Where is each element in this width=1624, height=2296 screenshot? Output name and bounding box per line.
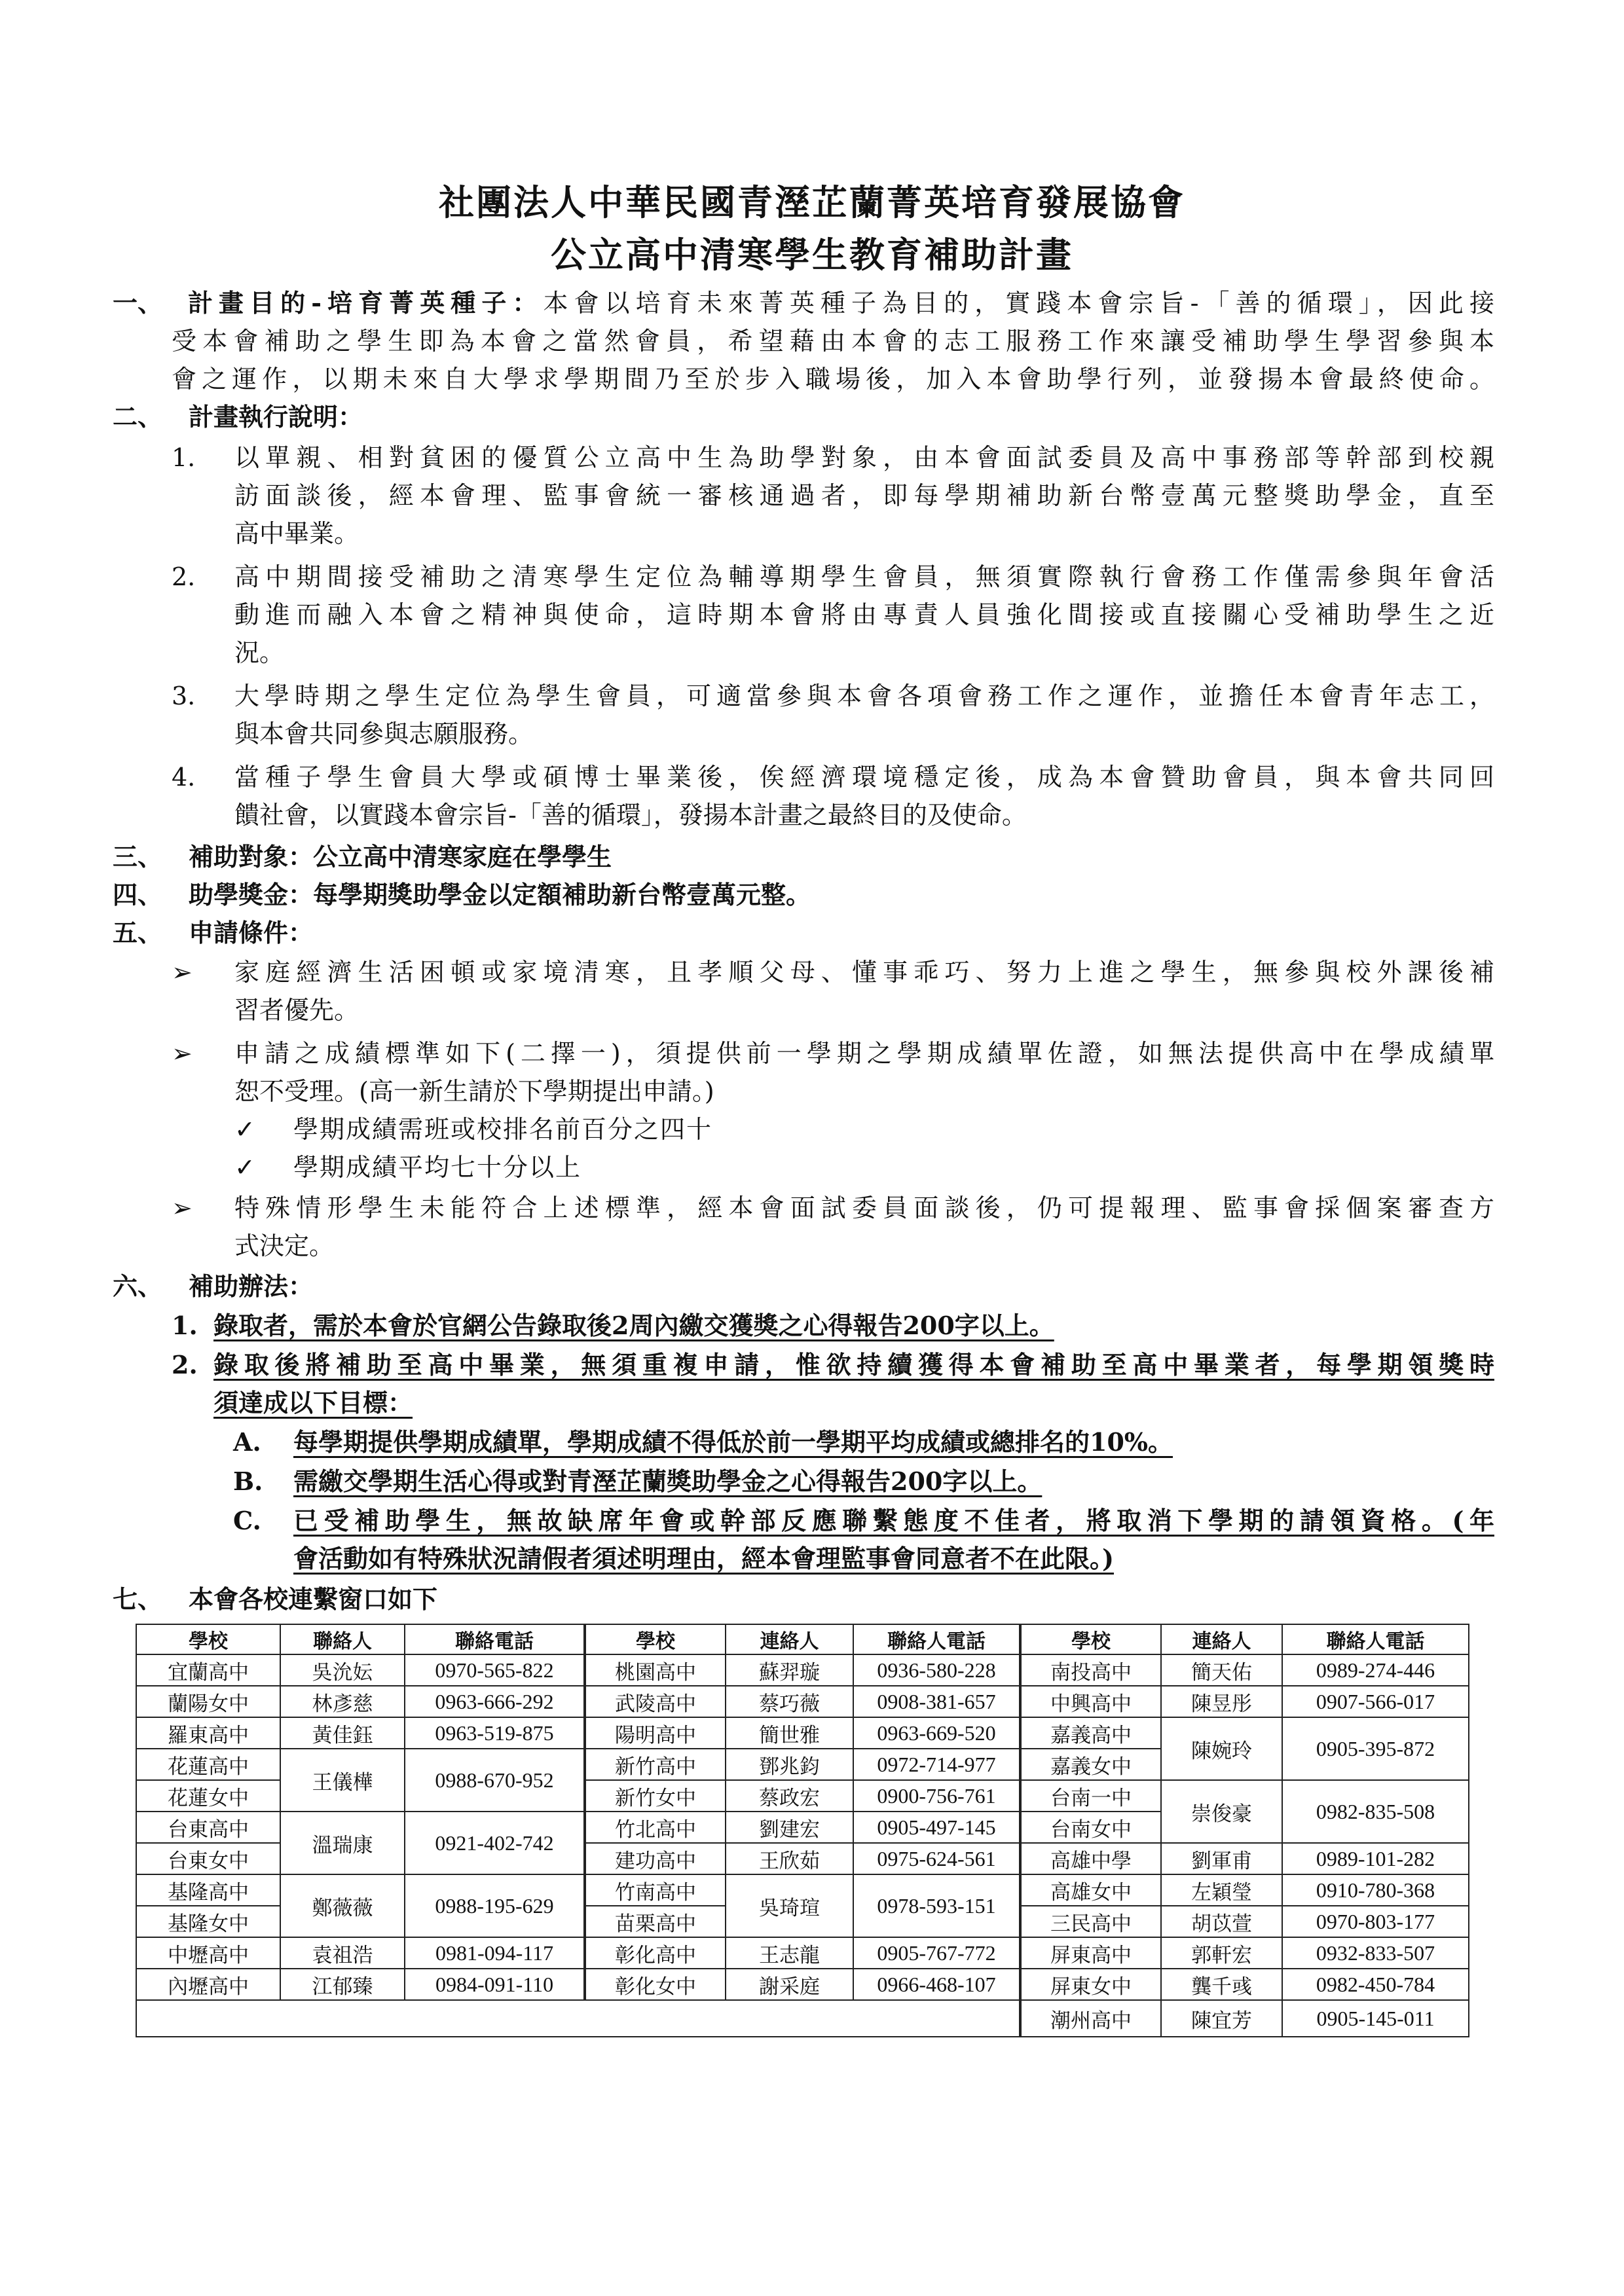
s6-item2-line2: 須達成以下目標： [213, 1388, 413, 1417]
s2-item3-line1: 大學時期之學生定位為學生會員，可適當參與本會各項會務工作之運作，並擔任本會青年志工， [234, 682, 1494, 710]
phone-cell: 0963-519-875 [405, 1717, 585, 1749]
school-cell: 屏東高中 [1020, 1937, 1161, 1969]
table-row [136, 1969, 1469, 2000]
phone-cell: 0989-274-446 [1282, 1654, 1469, 1686]
school-cell: 建功高中 [585, 1843, 726, 1874]
school-cell: 新竹女中 [585, 1780, 726, 1812]
school-cell: 高雄中學 [1020, 1843, 1161, 1874]
section-6-heading: 補助辦法： [189, 1271, 314, 1301]
section-7 [113, 1584, 438, 1614]
school-cell: 武陵高中 [585, 1686, 726, 1717]
contact-cell: 陳昱彤 [1161, 1686, 1282, 1717]
s5-bullet3-line2: 式決定。 [234, 1231, 335, 1260]
column-header: 連絡人 [1161, 1624, 1282, 1654]
phone-cell: 0981-094-117 [405, 1937, 585, 1969]
table-row [136, 2000, 1469, 2037]
arrow-bullet-icon: ➢ [172, 1194, 193, 1222]
school-cell: 中壢高中 [136, 1937, 280, 1969]
contact-cell: 胡苡萱 [1161, 1906, 1282, 1937]
phone-cell: 0984-091-110 [405, 1969, 585, 2000]
section-1-line2: 受本會補助之學生即為本會之當然會員，希望藉由本會的志工服務工作來讓受補助學生學習參與本 [172, 327, 1494, 355]
column-header: 學校 [1020, 1624, 1161, 1654]
school-cell: 陽明高中 [585, 1717, 726, 1749]
s2-item4-line1: 當種子學生會員大學或碩博士畢業後，俟經濟環境穩定後，成為本會贊助會員，與本會共同回 [234, 763, 1494, 792]
school-contacts-table [136, 1624, 1469, 2037]
table-header-row [136, 1624, 1469, 1654]
section-1-heading: 計畫目的-培育菁英種子： [188, 288, 544, 318]
school-cell: 台東高中 [136, 1812, 280, 1843]
contact-cell: 蘇羿璇 [726, 1654, 853, 1686]
school-cell: 內壢高中 [136, 1969, 280, 2000]
section-1-number: 一、 [113, 288, 163, 318]
section-2-heading-row [113, 402, 363, 431]
school-cell: 台南女中 [1020, 1812, 1161, 1843]
contact-cell: 簡天佑 [1161, 1654, 1282, 1686]
contact-cell: 崇俊豪 [1161, 1780, 1282, 1843]
school-cell: 南投高中 [1020, 1654, 1161, 1686]
school-cell: 基隆高中 [136, 1874, 280, 1906]
section-5-number: 五、 [113, 918, 163, 947]
school-cell: 嘉義女中 [1020, 1749, 1161, 1780]
phone-cell: 0975-624-561 [853, 1843, 1020, 1874]
school-cell: 宜蘭高中 [136, 1654, 280, 1686]
section-7-text: 本會各校連繫窗口如下 [189, 1584, 438, 1614]
section-2-number: 二、 [113, 402, 163, 431]
s2-item1-line2: 訪面談後，經本會理、監事會統一審核通過者，即每學期補助新台幣壹萬元整獎助學金，直至 [234, 481, 1494, 510]
school-cell: 蘭陽女中 [136, 1686, 280, 1717]
section-1-line3: 會之運作，以期未來自大學求學期間乃至於步入職場後，加入本會助學行列，並發揚本會最終使命。 [172, 365, 1494, 393]
school-cell: 竹南高中 [585, 1874, 726, 1906]
contact-cell: 左穎瑩 [1161, 1874, 1282, 1906]
s2-item2-line3: 況。 [234, 638, 285, 667]
contact-cell: 溫瑞康 [280, 1812, 405, 1874]
s2-item3-line2: 與本會共同參與志願服務。 [234, 720, 534, 748]
school-cell: 花蓮高中 [136, 1749, 280, 1780]
section-4 [113, 880, 811, 909]
phone-cell: 0910-780-368 [1282, 1874, 1469, 1906]
column-header: 聯絡電話 [405, 1624, 585, 1654]
section-3-number: 三、 [113, 842, 163, 871]
section-1-line1: 計畫目的-培育菁英種子：本會以培育未來菁英種子為目的，實踐本會宗旨-「善的循環」，因此接 [188, 288, 1494, 318]
section-7-number: 七、 [113, 1584, 163, 1614]
section-6-number: 六、 [113, 1271, 163, 1301]
phone-cell: 0982-450-784 [1282, 1969, 1469, 2000]
school-cell: 彰化高中 [585, 1937, 726, 1969]
section-6-heading-row [113, 1271, 314, 1301]
phone-cell: 0978-593-151 [853, 1874, 1020, 1937]
school-cell: 花蓮女中 [136, 1780, 280, 1812]
phone-cell: 0932-833-507 [1282, 1937, 1469, 1969]
contact-cell: 陳婉玲 [1161, 1717, 1282, 1780]
s2-item1-line3: 高中畢業。 [234, 519, 360, 548]
school-cell: 苗栗高中 [585, 1906, 726, 1937]
school-cell: 羅東高中 [136, 1717, 280, 1749]
s5-criterion2: 學期成績平均七十分以上 [293, 1153, 582, 1182]
contact-cell: 陳宜芳 [1161, 2000, 1282, 2037]
contact-cell: 劉軍甫 [1161, 1843, 1282, 1874]
arrow-bullet-icon: ➢ [172, 958, 193, 987]
s2-item1-line1: 以單親、相對貧困的優質公立高中生為助學對象，由本會面試委員及高中事務部等幹部到校親 [234, 443, 1494, 472]
school-cell: 竹北高中 [585, 1812, 726, 1843]
arrow-bullet-icon: ➢ [172, 1039, 193, 1068]
column-header: 連絡人 [726, 1624, 853, 1654]
contact-cell: 吳琦瑄 [726, 1874, 853, 1937]
school-cell: 彰化女中 [585, 1969, 726, 2000]
s6-goal-a-text: 每學期提供學期成績單，學期成績不得低於前一學期平均成績或總排名的10%。 [293, 1427, 1173, 1457]
school-cell: 高雄女中 [1020, 1874, 1161, 1906]
check-icon: ✓ [234, 1115, 255, 1144]
contact-cell: 簡世雅 [726, 1717, 853, 1749]
section-2-heading: 計畫執行說明： [189, 402, 363, 431]
contact-cell: 吳沇妘 [280, 1654, 405, 1686]
contact-cell: 王志龍 [726, 1937, 853, 1969]
s6-goal-b-label: B. [233, 1467, 263, 1496]
table-row [136, 1937, 1469, 1969]
document-title-line1: 社團法人中華民國青溼芷蘭菁英培育發展協會 [439, 181, 1185, 223]
s6-item2-line1: 錄取後將補助至高中畢業，無須重複申請，惟欲持續獲得本會補助至高中畢業者，每學期領獎時 [213, 1350, 1494, 1379]
contact-cell: 郭軒宏 [1161, 1937, 1282, 1969]
column-header: 學校 [136, 1624, 280, 1654]
contact-cell: 王儀樺 [280, 1749, 405, 1812]
school-cell: 基隆女中 [136, 1906, 280, 1937]
section-5-heading-row [113, 920, 313, 945]
phone-cell: 0963-669-520 [853, 1717, 1020, 1749]
phone-cell: 0982-835-508 [1282, 1780, 1469, 1843]
table-row [136, 1874, 1469, 1906]
contact-cell: 蔡巧薇 [726, 1686, 853, 1717]
school-cell: 台南一中 [1020, 1780, 1161, 1812]
school-cell: 中興高中 [1020, 1686, 1161, 1717]
contact-cell: 鄧兆鈞 [726, 1749, 853, 1780]
phone-cell: 0989-101-282 [1282, 1843, 1469, 1874]
phone-cell: 0963-666-292 [405, 1686, 585, 1717]
phone-cell: 0966-468-107 [853, 1969, 1020, 2000]
contact-cell: 江郁臻 [280, 1969, 405, 2000]
contact-cell: 黃佳鈺 [280, 1717, 405, 1749]
phone-cell: 0988-670-952 [405, 1749, 585, 1812]
section-5-heading: 申請條件： [189, 918, 314, 947]
s2-item2-line1: 高中期間接受補助之清寒學生定位為輔導期學生會員，無須實際執行會務工作僅需參與年會活 [234, 562, 1494, 591]
school-cell: 桃園高中 [585, 1654, 726, 1686]
column-header: 聯絡人電話 [1282, 1624, 1469, 1654]
s5-bullet3-line1: 特殊情形學生未能符合上述標準，經本會面試委員面談後，仍可提報理、監事會採個案審查方 [234, 1194, 1494, 1222]
phone-cell: 0907-566-017 [1282, 1686, 1469, 1717]
s6-item2-number: 2. [172, 1350, 198, 1379]
s6-goal-a-label: A. [233, 1427, 261, 1457]
school-cell: 屏東女中 [1020, 1969, 1161, 2000]
s6-goal-c-label: C. [233, 1506, 261, 1535]
phone-cell: 0970-803-177 [1282, 1906, 1469, 1937]
contact-cell: 王欣茹 [726, 1843, 853, 1874]
s2-item3-number: 3. [172, 682, 196, 710]
school-cell: 潮州高中 [1020, 2000, 1161, 2037]
s2-item4-number: 4. [172, 763, 196, 792]
s6-item1-text: 錄取者，需於本會於官網公告錄取後2周內繳交獲獎之心得報告200字以上。 [213, 1311, 1054, 1340]
phone-cell: 0908-381-657 [853, 1686, 1020, 1717]
s2-item2-number: 2. [172, 562, 196, 591]
s5-bullet1-line2: 習者優先。 [234, 996, 360, 1025]
contact-cell: 劉建宏 [726, 1812, 853, 1843]
section-4-text: 助學獎金：每學期獎助學金以定額補助新台幣壹萬元整。 [189, 880, 811, 909]
s6-item1-number: 1. [172, 1311, 198, 1340]
s5-bullet1-line1: 家庭經濟生活困頓或家境清寒，且孝順父母、懂事乖巧、努力上進之學生，無參與校外課後補 [234, 958, 1494, 987]
contact-cell: 龔千彧 [1161, 1969, 1282, 2000]
table-row [136, 1717, 1469, 1749]
phone-cell: 0921-402-742 [405, 1812, 585, 1874]
document-title-line2: 公立高中清寒學生教育補助計畫 [551, 234, 1073, 276]
s5-criterion1: 學期成績需班或校排名前百分之四十 [293, 1115, 713, 1144]
table-row [136, 1686, 1469, 1717]
column-header: 學校 [585, 1624, 726, 1654]
phone-cell: 0972-714-977 [853, 1749, 1020, 1780]
phone-cell: 0905-767-772 [853, 1937, 1020, 1969]
contact-cell: 鄭薇薇 [280, 1874, 405, 1937]
school-cell: 三民高中 [1020, 1906, 1161, 1937]
contact-cell: 蔡政宏 [726, 1780, 853, 1812]
s5-bullet2-line2: 恕不受理。(高一新生請於下學期提出申請。) [234, 1077, 714, 1106]
school-cell: 台東女中 [136, 1843, 280, 1874]
phone-cell: 0900-756-761 [853, 1780, 1020, 1812]
s6-goal-c-line1: 已受補助學生，無故缺席年會或幹部反應聯繫態度不佳者，將取消下學期的請領資格。(年 [293, 1506, 1494, 1535]
phone-cell: 0988-195-629 [405, 1874, 585, 1937]
table-row [136, 1654, 1469, 1686]
s6-goal-c-line2: 會活動如有特殊狀況請假者須述明理由，經本會理監事會同意者不在此限。) [293, 1544, 1114, 1573]
phone-cell: 0936-580-228 [853, 1654, 1020, 1686]
phone-cell: 0905-395-872 [1282, 1717, 1469, 1780]
phone-cell: 0905-145-011 [1282, 2000, 1469, 2037]
phone-cell: 0905-497-145 [853, 1812, 1020, 1843]
column-header: 聯絡人 [280, 1624, 405, 1654]
contact-cell: 謝采庭 [726, 1969, 853, 2000]
school-cell: 嘉義高中 [1020, 1717, 1161, 1749]
section-3 [113, 842, 612, 871]
school-cell: 新竹高中 [585, 1749, 726, 1780]
contact-cell: 林彥慈 [280, 1686, 405, 1717]
column-header: 聯絡人電話 [853, 1624, 1020, 1654]
s2-item2-line2: 動進而融入本會之精神與使命，這時期本會將由專責人員強化間接或直接關心受補助學生之近 [234, 600, 1494, 629]
check-icon: ✓ [234, 1153, 255, 1182]
contact-cell: 袁祖浩 [280, 1937, 405, 1969]
s6-goal-b-text: 需繳交學期生活心得或對青溼芷蘭獎助學金之心得報告200字以上。 [293, 1467, 1043, 1496]
section-3-text: 補助對象：公立高中清寒家庭在學學生 [189, 842, 612, 871]
section-4-number: 四、 [113, 880, 163, 909]
s2-item1-number: 1. [172, 443, 196, 472]
phone-cell: 0970-565-822 [405, 1654, 585, 1686]
empty-cell [136, 2000, 1020, 2037]
s2-item4-line2: 饋社會，以實踐本會宗旨-「善的循環」，發揚本計畫之最終目的及使命。 [234, 801, 1027, 829]
s5-bullet2-line1: 申請之成績標準如下(二擇一)，須提供前一學期之學期成績單佐證，如無法提供高中在學成績單 [234, 1039, 1494, 1068]
